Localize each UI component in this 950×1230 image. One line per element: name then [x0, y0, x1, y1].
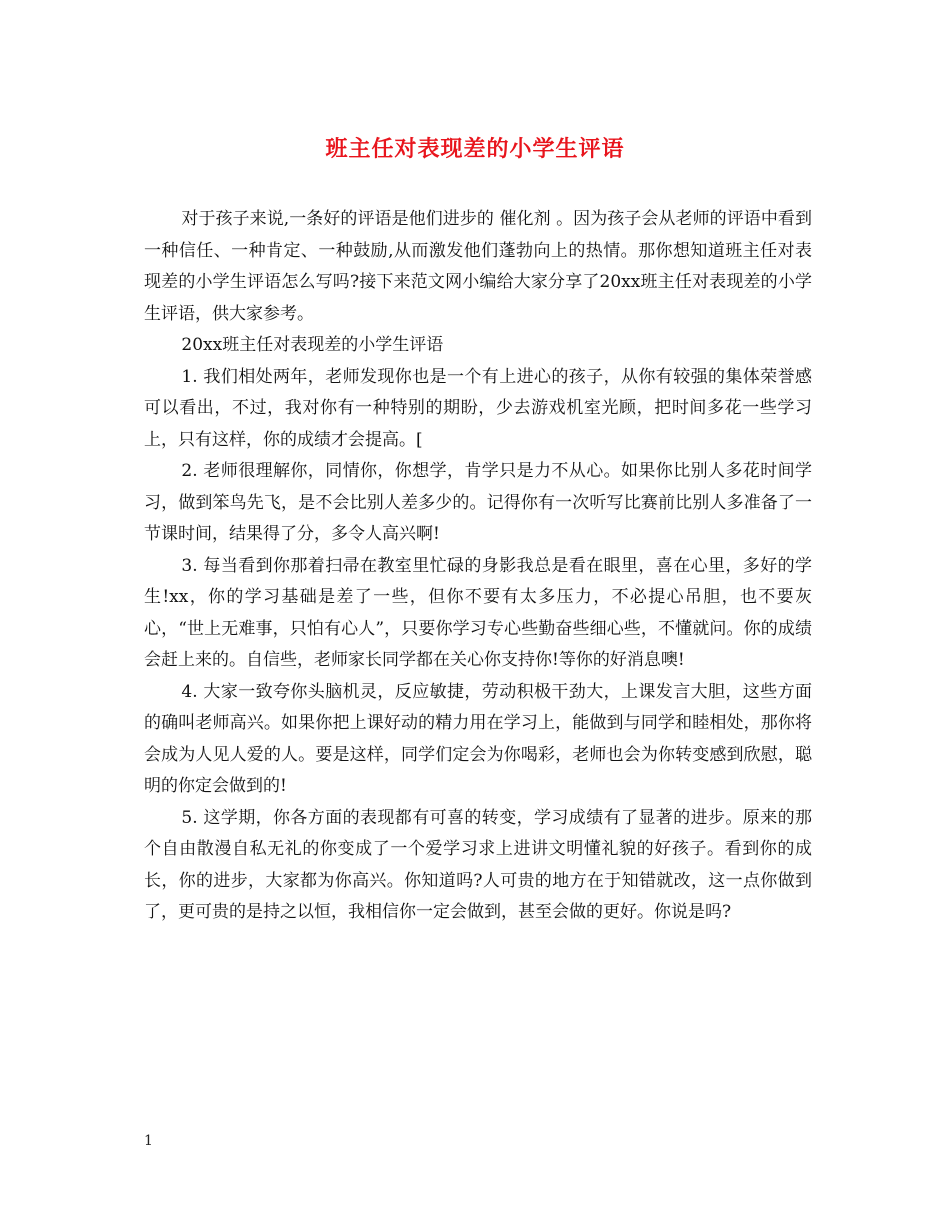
- section-heading: 20xx班主任对表现差的小学生评语: [181, 335, 444, 355]
- intro-paragraph: 对于孩子来说,一条好的评语是他们进步的 催化剂 。因为孩子会从老师的评语中看到一种信任、一种肯定、一种鼓励,从而激发他们蓬勃向上的热情。那你想知道班主任对表现差的小学生评语怎么写吗?接下来范文网小编给大家分享了20xx班主任对表现差的小学生评语，供大家参考。: [144, 209, 812, 324]
- comment-item-4: 4. 大家一致夸你头脑机灵，反应敏捷，劳动积极干劲大，上课发言大胆，这些方面的确叫老师高兴。如果你把上课好动的精力用在学习上，能做到与同学和睦相处，那你将会成为人见人爱的人。要是这样，同学们定会为你喝彩，老师也会为你转变感到欣慰，聪明的你定会做到的!: [144, 681, 812, 796]
- comment-item-3: 3. 每当看到你那着扫帚在教室里忙碌的身影我总是看在眼里，喜在心里，多好的学生!xx，你的学习基础是差了一些，但你不要有太多压力，不必提心吊胆，也不要灰心，“世上无难事，只怕有心人”，只要你学习专心些勤奋些细心些，不懂就问。你的成绩会赶上来的。自信些，老师家长同学都在关心你支持你!等你的好消息噢!: [144, 555, 812, 670]
- comment-item-5: 5. 这学期，你各方面的表现都有可喜的转变，学习成绩有了显著的进步。原来的那个自由散漫自私无礼的你变成了一个爱学习求上进讲文明懂礼貌的好孩子。看到你的成长，你的进步，大家都为你高兴。你知道吗?人可贵的地方在于知错就改，这一点你做到了，更可贵的是持之以恒，我相信你一定会做到，甚至会做的更好。你说是吗?: [144, 807, 812, 922]
- comment-item-1: 1. 我们相处两年，老师发现你也是一个有上进心的孩子，从你有较强的集体荣誉感可以看出，不过，我对你有一种特别的期盼，少去游戏机室光顾，把时间多花一些学习上，只有这样，你的成绩才会提高。[: [144, 366, 812, 450]
- comment-item-2: 2. 老师很理解你，同情你，你想学，肯学只是力不从心。如果你比别人多花时间学习，做到笨鸟先飞，是不会比别人差多少的。记得你有一次听写比赛前比别人多准备了一节课时间，结果得了分，多令人高兴啊!: [144, 461, 812, 544]
- document-body: [144, 204, 812, 929]
- page-title: 班主任对表现差的小学生评语: [325, 136, 625, 162]
- page-number: 1: [144, 1133, 153, 1149]
